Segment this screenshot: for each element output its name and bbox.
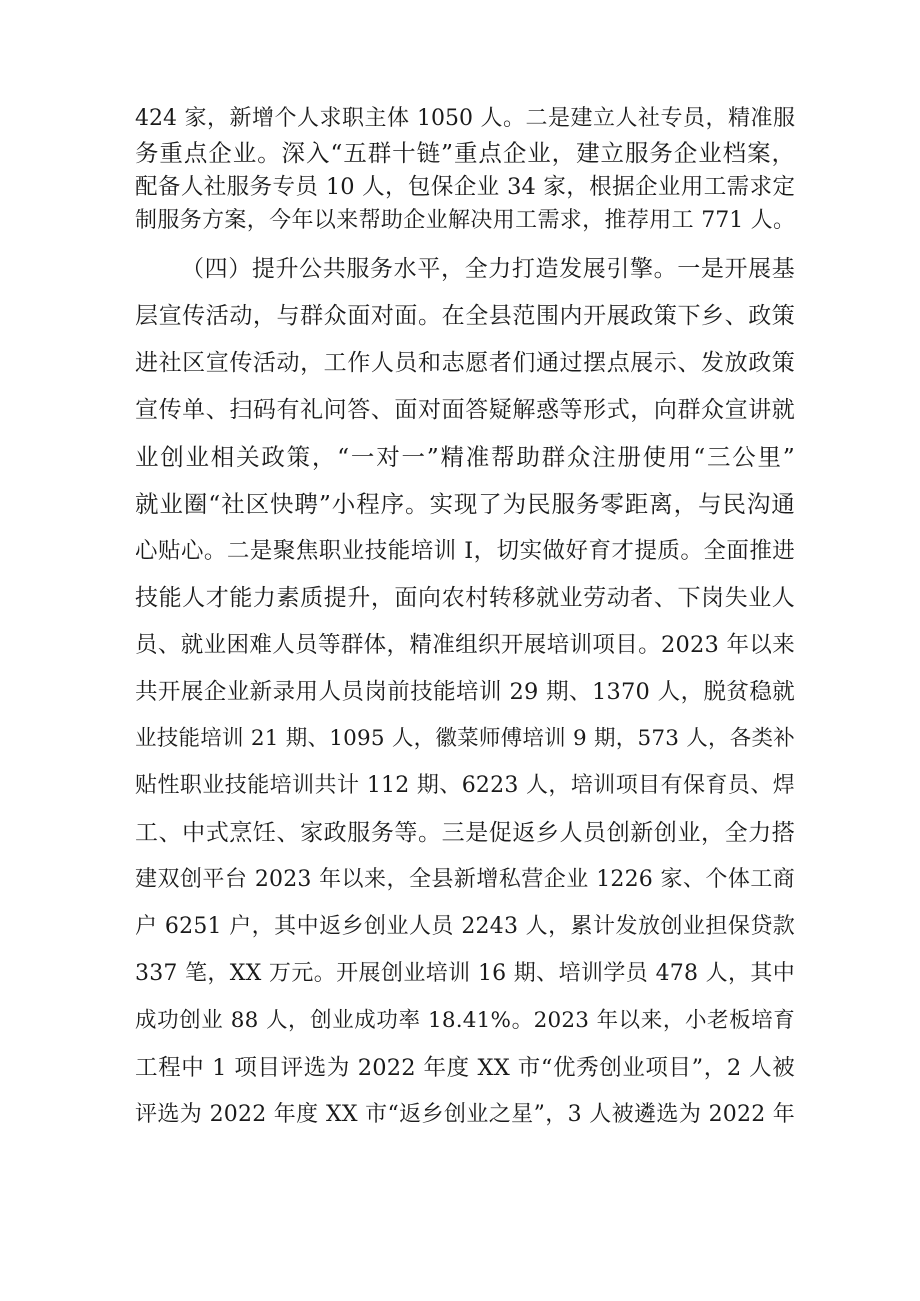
paragraph-line: 工程中 1 项目评选为 2022 年度 XX 市“优秀创业项目”，2 人被 bbox=[135, 1055, 795, 1081]
paragraph-line: 户 6251 户，其中返乡创业人员 2243 人，累计发放创业担保贷款 bbox=[135, 914, 795, 939]
paragraph-line: 建双创平台 2023 年以来，全县新增私营企业 1226 家、个体工商 bbox=[135, 867, 795, 892]
paragraph-line: 层宣传活动，与群众面对面。在全县范围内开展政策下乡、政策 bbox=[135, 303, 795, 329]
paragraph-line: 宣传单、扫码有礼问答、面对面答疑解惑等形式，向群众宣讲就 bbox=[135, 397, 795, 423]
paragraph-line: 贴性职业技能培训共计 112 期、6223 人，培训项目有保育员、焊 bbox=[135, 773, 795, 798]
paragraph-line: 共开展企业新录用人员岗前技能培训 29 期、1370 人，脱贫稳就 bbox=[135, 679, 795, 705]
paragraph-line: 进社区宣传活动，工作人员和志愿者们通过摆点展示、发放政策 bbox=[135, 350, 795, 376]
paragraph-line: 工、中式烹饪、家政服务等。三是促返乡人员创新创业，全力搭 bbox=[135, 820, 795, 846]
paragraph-line: 424 家，新增个人求职主体 1050 人。二是建立人社专员，精准服 bbox=[135, 106, 795, 131]
paragraph-line: 成功创业 88 人，创业成功率 18.41%。2023 年以来，小老板培育 bbox=[135, 1008, 795, 1033]
paragraph-line: 配备人社服务专员 10 人，包保企业 34 家，根据企业用工需求定 bbox=[135, 174, 795, 200]
paragraph-line: 337 笔，XX 万元。开展创业培训 16 期、培训学员 478 人，其中 bbox=[135, 961, 795, 986]
paragraph-line: 评选为 2022 年度 XX 市“返乡创业之星”，3 人被遴选为 2022 年 bbox=[135, 1102, 795, 1127]
paragraph-line: 业创业相关政策，“一对一”精准帮助群众注册使用“三公里” bbox=[135, 443, 795, 471]
paragraph-line: 员、就业困难人员等群体，精准组织开展培训项目。2023 年以来 bbox=[135, 632, 795, 658]
paragraph-line: 心贴心。二是聚焦职业技能培训 I，切实做好育才提质。全面推进 bbox=[135, 538, 795, 564]
paragraph-line: 就业圈“社区快聘”小程序。实现了为民服务零距离，与民沟通 bbox=[135, 490, 795, 518]
paragraph-line: 制服务方案，今年以来帮助企业解决用工需求，推荐用工 771 人。 bbox=[135, 208, 795, 233]
paragraph-line: 技能人才能力素质提升，面向农村转移就业劳动者、下岗失业人 bbox=[135, 585, 795, 611]
paragraph-line: 业技能培训 21 期、1095 人，徽菜师傅培训 9 期，573 人，各类补 bbox=[135, 726, 795, 751]
paragraph-line: 务重点企业。深入“五群十链”重点企业，建立服务企业档案， bbox=[135, 139, 795, 167]
section-heading-line: （四）提升公共服务水平，全力打造发展引擎。一是开展基 bbox=[181, 256, 795, 282]
